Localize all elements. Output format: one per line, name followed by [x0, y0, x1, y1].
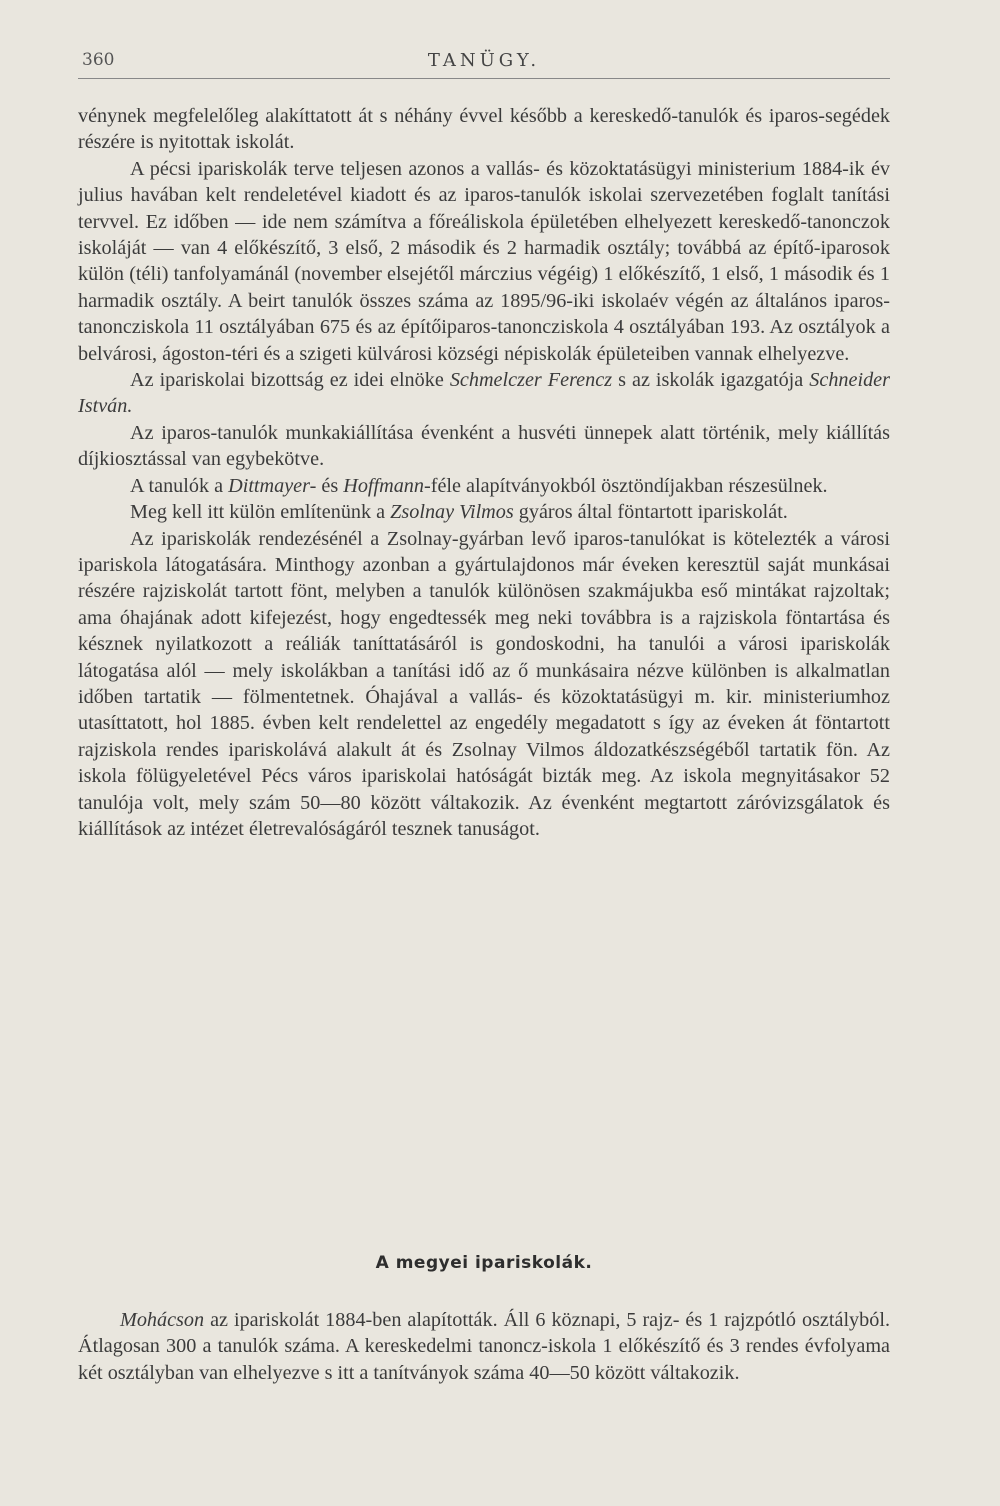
paragraph: [78, 473, 890, 499]
text-run: s az iskolák igazgatója: [612, 369, 810, 392]
paragraph: Az iparos-tanulók munkakiállítása évenként a husvéti ünnepek alatt történik, mely kiállítás díjkiosztással van egybekötve.: [78, 421, 890, 471]
paragraph: A pécsi ipariskolák terve teljesen azonos a vallás- és közoktatásügyi ministerium 1884-ik év julius havában kelt rendeletével kiadott és az iparos-tanulók iskolai szervezetében foglalt tanítási tervvel. Ez időben — ide nem számítva a főreáliskola épületében elhelyezett kereskedő-tanonczok iskoláját — van 4 előkészítő, 3 első, 2 második és 2 harmadik osztály; továbbá az építő-iparosok külön (téli) tanfolyamánál (november elsejétől márczius végéig) 1 előkészítő, 1 első, 1 második és 1 harmadik osztály. A beirt tanulók összes száma az 1895/96-iki iskolaév végén az általános iparos-tanoncziskola 11 osztályában 675 és az építőiparos-tanoncziskola 4 osztályában 193. Az osztályok a belvárosi, ágoston-téri és a szigeti külvárosi községi népiskolák épületeiben vannak elhelyezve.: [78, 157, 890, 365]
main-text: [78, 103, 890, 842]
person-name: Dittmayer-: [228, 474, 317, 497]
section-text: [78, 1307, 890, 1386]
text-run: és: [316, 474, 344, 497]
running-title: TANÜGY.: [427, 50, 541, 71]
paragraph: [78, 1307, 890, 1386]
text-run: gyáros által föntartott ipariskolát.: [513, 501, 788, 524]
page-number: 360: [82, 50, 115, 70]
paragraph: [78, 367, 890, 420]
text-run: Az ipariskolai bizottság ez idei elnöke: [130, 369, 450, 392]
section-heading: A megyei ipariskolák.: [375, 1253, 593, 1273]
text-run: az ipariskolát 1884-ben alapították. Áll 6 köznapi, 5 rajz- és 1 rajzpótló osztályból. Átlagosan 300 a tanulók száma. A kereskedelmi tanoncz-iskola 1 előkészítő és 3 rendes évfolyama két osztályban van elhelyezve s itt a tanítványok száma 40—50 között váltakozik.: [78, 1309, 890, 1384]
paragraph: Az ipariskolák rendezésénél a Zsolnay-gyárban levő iparos-tanulókat is kötelezték a városi ipariskola látogatására. Minthogy azonban a gyártulajdonos már éveken keresztül saját munkásai részére rajziskolát tartott fönt, melyben a tanulók különösen szakmájukba eső mintákat rajzoltak; ama óhajának adott kifejezést, hogy engedtessék meg neki továbbra is a rajziskola föntartása és késznek nyilatkozott a reáliák taníttatásáról is gondoskodni, ha tanulói a városi ipariskolák látogatása alól — mely iskolákban a tanítási idő az ő munkásaira nézve különben is alkalmatlan időben tartatik — fölmentetnek. Óhajával a vallás- és közoktatásügyi m. kir. ministeriumhoz utasíttatott, hol 1885. évben kelt rendelettel az engedély megadatott s így az éveken át föntartott rajziskola rendes ipariskolává alakult át és Zsolnay Vilmos áldozatkészségéből tartatik fön. Az iskola fölügyeletével Pécs város ipariskolai hatóságát bizták meg. Az iskola megnyitásakor 52 tanulója volt, mely szám 50—80 között váltakozik. Az évenként megtartott záróvizsgálatok és kiállítások az intézet életrevalóságáról tesznek tanuságot.: [78, 527, 890, 840]
paragraph: vénynek megfelelőleg alakíttatott át s néhány évvel később a kereskedő-tanulók és iparos-segédek részére is nyitottak iskolát.: [78, 105, 890, 154]
person-name: Hoffmann-: [343, 474, 431, 497]
text-run: A tanulók a: [130, 474, 229, 497]
text-run: féle alapítványokból ösztöndíjakban részesülnek.: [430, 474, 828, 497]
header-rule: [78, 78, 890, 79]
text-run: Meg kell itt külön említenünk a: [130, 501, 391, 524]
place-name: Mohácson: [120, 1309, 205, 1331]
person-name: Schneider István.: [78, 369, 890, 418]
person-name: Schmelczer Ferencz: [449, 369, 613, 392]
paragraph: [78, 499, 890, 525]
person-name: Zsolnay Vilmos: [390, 501, 514, 524]
page-header: [78, 50, 890, 80]
